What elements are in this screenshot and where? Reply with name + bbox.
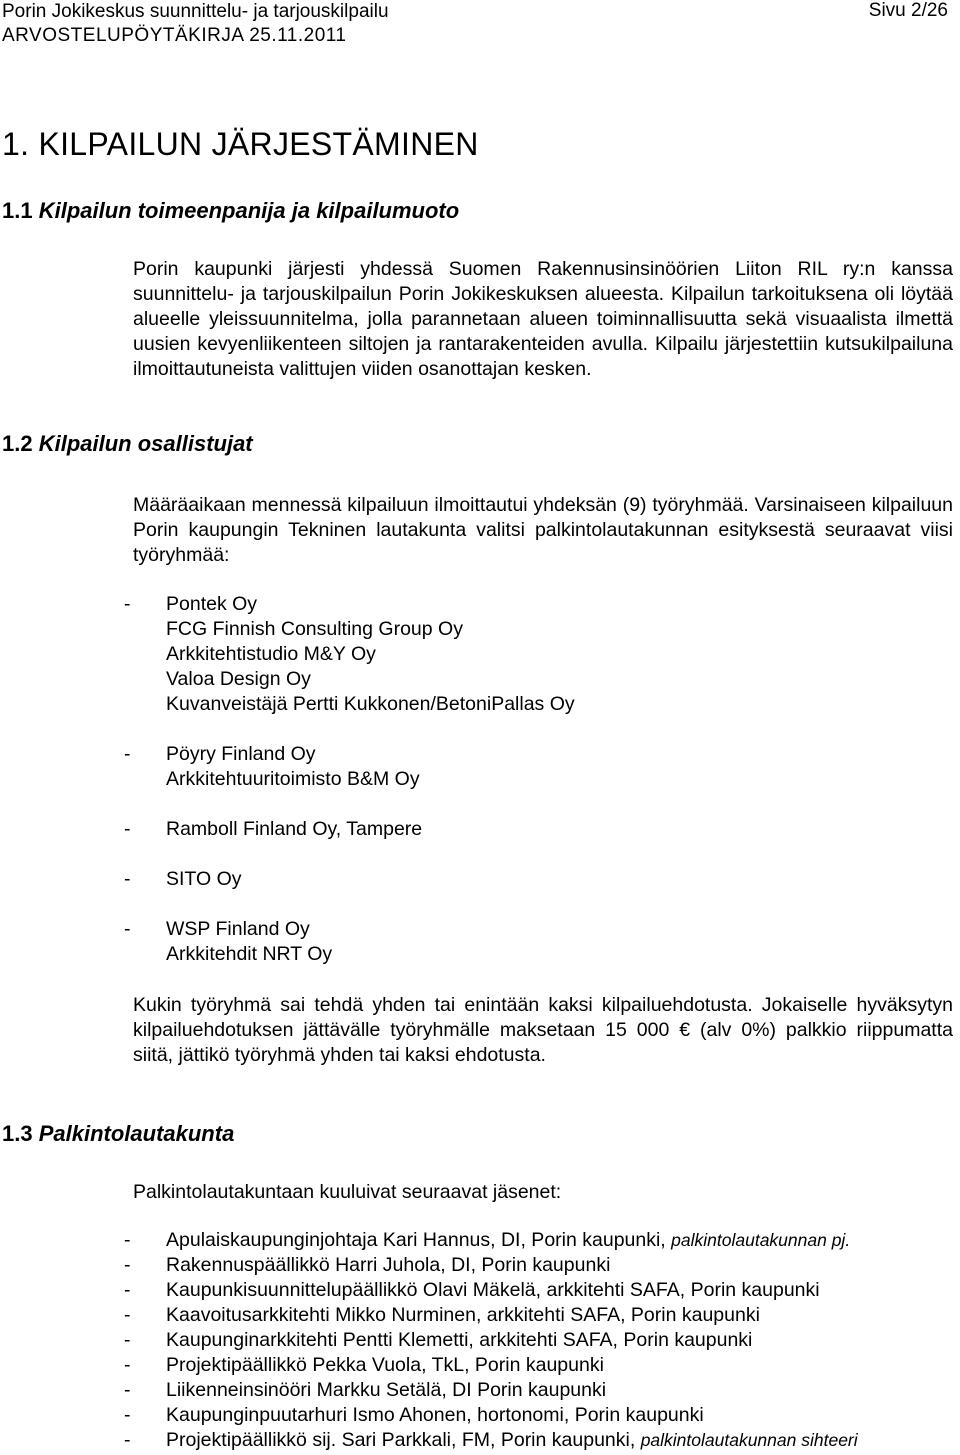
list-item: - Rakennuspäällikkö Harri Juhola, DI, Porin kaupunki xyxy=(124,1253,858,1278)
header-title: Porin Jokikeskus suunnittelu- ja tarjouskilpailu xyxy=(2,1,389,22)
subsection-title: Kilpailun osallistujat xyxy=(32,431,253,456)
subsection-number: 1.2 xyxy=(2,431,33,456)
list-item: - Kaupunkisuunnittelupäällikkö Olavi Mäkelä, arkkitehti SAFA, Porin kaupunki xyxy=(124,1278,858,1303)
list-item: - Kaupunginpuutarhuri Ismo Ahonen, hortonomi, Porin kaupunki xyxy=(124,1403,858,1428)
list-item: - Kaupunginarkkitehti Pentti Klemetti, arkkitehti SAFA, Porin kaupunki xyxy=(124,1328,858,1353)
section-title: 1. KILPAILUN JÄRJESTÄMINEN xyxy=(2,126,479,162)
participant-group xyxy=(124,817,575,842)
member-role: palkintolautakunnan sihteeri xyxy=(640,1430,858,1450)
list-item: - Kaavoitusarkkitehti Mikko Nurminen, arkkitehti SAFA, Porin kaupunki xyxy=(124,1303,858,1328)
subsection-title: Palkintolautakunta xyxy=(32,1121,235,1146)
group-line: Kuvanveistäjä Pertti Kukkonen/BetoniPallas Oy xyxy=(166,693,575,715)
participant-group xyxy=(124,917,575,967)
list-item: - Apulaiskaupunginjohtaja Kari Hannus, DI, Porin kaupunki, palkintolautakunnan pj. xyxy=(124,1228,858,1253)
participant-group xyxy=(124,867,575,892)
subsection-1-3-heading xyxy=(2,1121,234,1147)
subsection-1-3-intro: Palkintolautakuntaan kuuluivat seuraavat jäsenet: xyxy=(133,1181,562,1203)
group-line: - Pontek Oy xyxy=(124,593,258,615)
group-line: Arkkitehdit NRT Oy xyxy=(166,943,333,965)
group-line: Valoa Design Oy xyxy=(166,668,311,690)
jury-member-list xyxy=(124,1228,858,1453)
group-line: - SITO Oy xyxy=(124,868,242,890)
group-line: - WSP Finland Oy xyxy=(124,918,310,940)
list-item: - Projektipäällikkö sij. Sari Parkkali, FM, Porin kaupunki, palkintolautakunnan sihteeri xyxy=(124,1428,858,1453)
participant-group xyxy=(124,592,575,717)
group-line: - Ramboll Finland Oy, Tampere xyxy=(124,818,423,840)
subsection-number: 1.3 xyxy=(2,1121,33,1146)
group-line: Arkkitehtuuritoimisto B&M Oy xyxy=(166,768,420,790)
participant-groups xyxy=(124,592,575,967)
group-line: FCG Finnish Consulting Group Oy xyxy=(166,618,463,640)
subsection-title: Kilpailun toimeenpanija ja kilpailumuoto xyxy=(32,198,460,223)
list-item: - Projektipäällikkö Pekka Vuola, TkL, Porin kaupunki xyxy=(124,1353,858,1378)
group-line: - Pöyry Finland Oy xyxy=(124,743,316,765)
header-subtitle: ARVOSTELUPÖYTÄKIRJA 25.11.2011 xyxy=(2,25,347,46)
member-role: palkintolautakunnan pj. xyxy=(671,1230,851,1250)
page-header xyxy=(2,0,952,48)
subsection-1-2-closing: Kukin työryhmä sai tehdä yhden tai enintään kaksi kilpailuehdotusta. Jokaiselle hyväksytyn kilpailuehdotuksen jättävälle työryhmälle maksetaan 15 000 € (alv 0%) palkkio riippumatta siitä, jättikö työryhmä yhden tai kaksi ehdotusta. xyxy=(133,994,953,1066)
participant-group xyxy=(124,742,575,792)
subsection-1-1-heading xyxy=(2,198,459,224)
group-line: Arkkitehtistudio M&Y Oy xyxy=(166,643,376,665)
subsection-number: 1.1 xyxy=(2,198,33,223)
list-item: - Liikenneinsinööri Markku Setälä, DI Porin kaupunki xyxy=(124,1378,858,1403)
page-number: Sivu 2/26 xyxy=(868,0,948,21)
subsection-1-1-body: Porin kaupunki järjesti yhdessä Suomen Rakennusinsinöörien Liiton RIL ry:n kanssa suunnittelu- ja tarjouskilpailun Porin Jokikeskuksen alueesta. Kilpailun tarkoituksena oli löytää alueelle yleissuunnitelma, jolla parannetaan alueen toiminnallisuutta sekä visuaalista ilmettä uusien kevyenliikenteen siltojen ja rantarakenteiden avulla. Kilpailu järjestettiin kutsukilpailuna ilmoittautuneista valittujen viiden osanottajan kesken. xyxy=(133,258,953,380)
subsection-1-2-heading xyxy=(2,431,253,457)
subsection-1-2-body: Määräaikaan mennessä kilpailuun ilmoittautui yhdeksän (9) työryhmää. Varsinaiseen kilpailuun Porin kaupungin Tekninen lautakunta valitsi palkintolautakunnan esityksestä seuraavat viisi työryhmää: xyxy=(133,494,953,566)
